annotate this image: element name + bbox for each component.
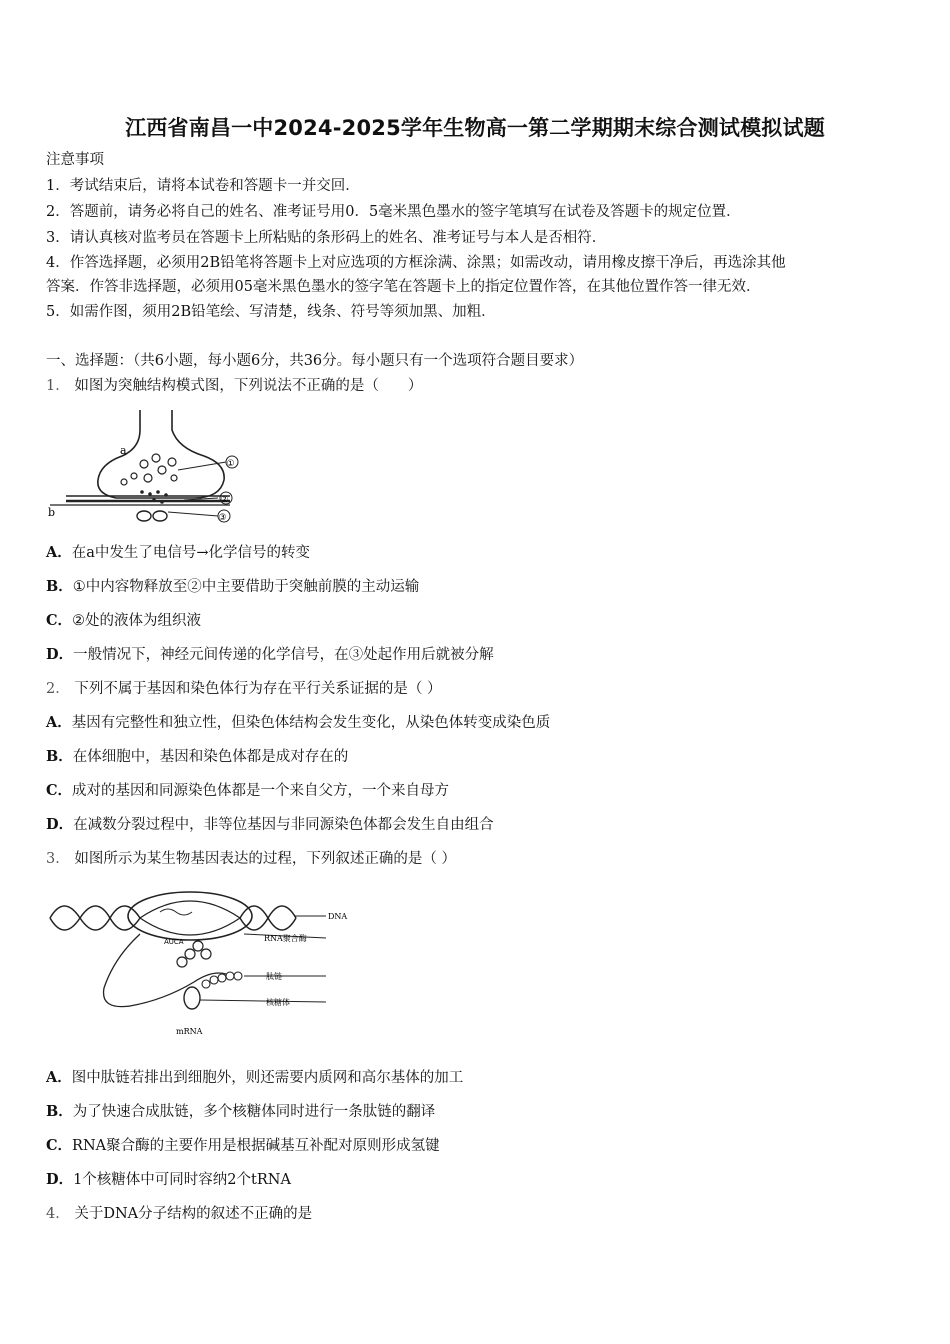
- notice-item: 5．如需作图，须用2B铅笔绘、写清楚，线条、符号等须加黑、加粗．: [46, 304, 496, 320]
- label-dna: DNA: [328, 912, 348, 921]
- option-text: ②处的液体为组织液: [72, 613, 202, 629]
- option-letter: B．: [46, 1103, 73, 1120]
- option-letter: C．: [46, 1137, 73, 1154]
- label-a: a: [120, 444, 127, 457]
- option-letter: A．: [46, 714, 72, 731]
- option: [46, 1170, 291, 1190]
- option: [46, 1068, 463, 1088]
- label-mrna: mRNA: [176, 1027, 203, 1036]
- option: [46, 747, 348, 767]
- option-letter: C．: [46, 612, 73, 629]
- option: [46, 815, 494, 835]
- option-text: 1个核糖体中可同时容纳2个tRNA: [73, 1172, 291, 1188]
- option: [46, 611, 201, 631]
- option-letter: D．: [46, 646, 74, 663]
- option-letter: D．: [46, 1171, 74, 1188]
- section-heading: 一、选择题：（共6小题，每小题6分，共36分。每小题只有一个选项符合题目要求）: [46, 353, 584, 369]
- page-title: 江西省南昌一中2024-2025学年生物高一第二学期期末综合测试模拟试题: [125, 116, 825, 140]
- option-text: 在体细胞中，基因和染色体都是成对存在的: [72, 749, 349, 765]
- notice-item: 3．请认真核对监考员在答题卡上所粘贴的条形码上的姓名、准考证号与本人是否相符．: [46, 230, 607, 246]
- option: [46, 1102, 435, 1122]
- question-text: 如图所示为某生物基因表达的过程，下列叙述正确的是（ ）: [74, 851, 456, 867]
- notice-heading: 注意事项: [46, 152, 104, 168]
- question-number: 1．: [46, 378, 70, 394]
- label-3: ③: [218, 513, 227, 523]
- label-peptide: 肽链: [266, 972, 282, 981]
- question-text: 关于DNA分子结构的叙述不正确的是: [74, 1206, 313, 1222]
- option-text: 在减数分裂过程中，非等位基因与非同源染色体都会发生自由组合: [73, 817, 494, 833]
- label-aucA: AUCA: [164, 938, 184, 946]
- notice-item: 1．考试结束后，请将本试卷和答题卡一并交回．: [46, 178, 360, 194]
- label-rna-polymerase: RNA聚合酶: [264, 934, 307, 943]
- question-number: 3．: [46, 851, 70, 867]
- notice-item: 2．答题前，请务必将自己的姓名、准考证号用0．5毫米黑色墨水的签字笔填写在试卷及答题卡的规定位置．: [46, 204, 741, 220]
- question-number: 4．: [46, 1206, 70, 1222]
- option: [46, 1136, 440, 1156]
- question-2-stem: [46, 679, 441, 699]
- option: [46, 645, 494, 665]
- question-4-stem: [46, 1204, 312, 1224]
- label-2: ②: [220, 495, 229, 505]
- option-text: RNA聚合酶的主要作用是根据碱基互补配对原则形成氢键: [72, 1138, 440, 1154]
- option-text: 在a中发生了电信号→化学信号的转变: [71, 545, 311, 561]
- option-text: 图中肽链若排出到细胞外，则还需要内质网和高尔基体的加工: [71, 1070, 464, 1086]
- question-number: 2．: [46, 681, 70, 697]
- option-text: 成对的基因和同源染色体都是一个来自父方，一个来自母方: [72, 783, 450, 799]
- label-ribosome: 核糖体: [266, 998, 290, 1007]
- option-text: 基因有完整性和独立性，但染色体结构会发生变化，从染色体转变成染色质: [71, 715, 551, 731]
- option-text: 一般情况下，神经元间传递的化学信号，在③处起作用后就被分解: [73, 647, 494, 663]
- option-letter: B．: [46, 578, 73, 595]
- option: [46, 543, 310, 563]
- notice-item: 答案．作答非选择题，必须用05毫米黑色墨水的签字笔在答题卡上的指定位置作答，在其他位置作答一律无效．: [46, 279, 761, 295]
- option-letter: B．: [46, 748, 73, 765]
- option: [46, 713, 550, 733]
- question-text: 下列不属于基因和染色体行为存在平行关系证据的是（ ）: [74, 681, 442, 697]
- option-letter: D．: [46, 816, 74, 833]
- option-letter: A．: [46, 544, 72, 561]
- gene-expression-figure: [44, 888, 348, 1040]
- label-b: b: [48, 506, 56, 519]
- notice-item: 4．作答选择题，必须用2B铅笔将答题卡上对应选项的方框涂满、涂黑；如需改动，请用橡皮擦干净后，再选涂其他: [46, 255, 786, 271]
- label-1: ①: [226, 459, 235, 469]
- option-text: ①中内容物释放至②中主要借助于突触前膜的主动运输: [72, 579, 420, 595]
- option-text: 为了快速合成肽链，多个核糖体同时进行一条肽链的翻译: [72, 1104, 436, 1120]
- question-3-stem: [46, 849, 456, 869]
- option-letter: A．: [46, 1069, 72, 1086]
- synapse-figure: [44, 408, 244, 526]
- question-text: 如图为突触结构模式图，下列说法不正确的是（ ）: [74, 378, 423, 394]
- option-letter: C．: [46, 782, 73, 799]
- option: [46, 577, 419, 597]
- question-1-stem: [46, 376, 422, 396]
- option: [46, 781, 449, 801]
